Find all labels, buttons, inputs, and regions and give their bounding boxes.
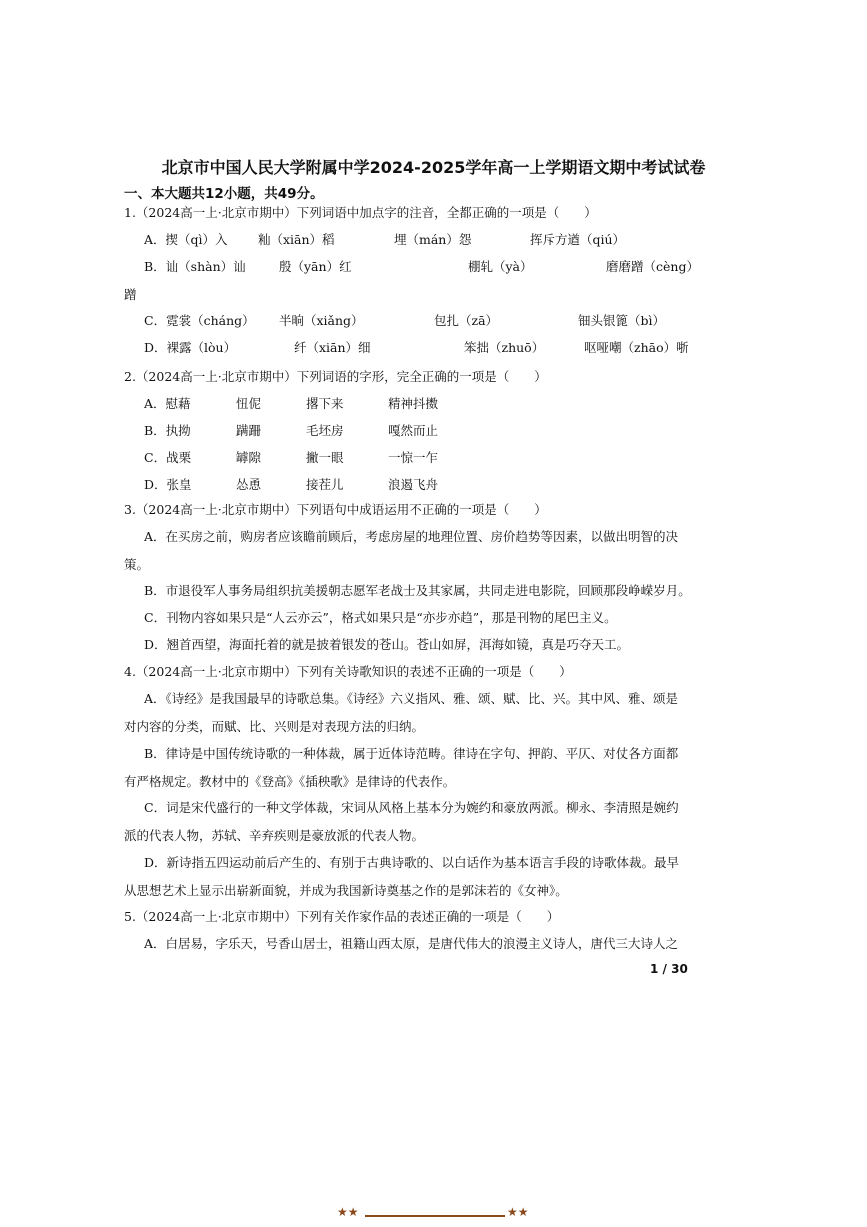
question-3-option-d: D．翘首西望，海面托着的就是披着银发的苍山。苍山如屏，洱海如镜，真是巧夺天工。 <box>144 637 630 652</box>
option-item: 蹒跚 <box>236 423 262 438</box>
question-3-option-c: C．刊物内容如果只是“人云亦云”，格式如果只是“亦步亦趋”，那是刊物的尾巴主义。 <box>144 610 617 625</box>
question-3-option-b: B．市退役军人事务局组织抗美援朝志愿军老战士及其家属，共同走进电影院，回顾那段峥嵘岁月。 <box>144 583 691 598</box>
star-icon: ★★ <box>507 1205 529 1219</box>
question-1-option-b-continued: 蹭 <box>124 287 137 302</box>
option-item: 磨磨蹭（cèng） <box>606 259 699 274</box>
option-item: 罅隙 <box>236 450 262 465</box>
option-item: 半晌（xiǎng） <box>279 313 364 328</box>
question-4-option-b: B．律诗是中国传统诗歌的一种体裁，属于近体诗范畴。律诗在字句、押韵、平仄、对仗各方面都 <box>144 746 679 761</box>
option-item: A．慰藉 <box>144 396 191 411</box>
question-4-option-b-continued: 有严格规定。教材中的《登高》《插秧歌》是律诗的代表作。 <box>124 774 456 789</box>
question-4-stem: 4.（2024高一上·北京市期中）下列有关诗歌知识的表述不正确的一项是（ ） <box>124 664 572 679</box>
section-heading: 一、本大题共12小题，共49分。 <box>124 186 324 202</box>
page-title: 北京市中国人民大学附属中学2024-2025学年高一上学期语文期中考试试卷 <box>161 158 706 177</box>
question-3-stem: 3.（2024高一上·北京市期中）下列语句中成语运用不正确的一项是（ ） <box>124 502 547 517</box>
option-item: 包扎（zā） <box>434 313 499 328</box>
question-1-stem: 1.（2024高一上·北京市期中）下列词语中加点字的注音，全都正确的一项是（ ） <box>124 205 597 220</box>
option-item: 怂恿 <box>236 477 262 492</box>
question-4-option-c-continued: 派的代表人物，苏轼、辛弃疾则是豪放派的代表人物。 <box>124 828 425 843</box>
question-4-option-d-continued: 从思想艺术上显示出崭新面貌，并成为我国新诗奠基之作的是郭沫若的《女神》。 <box>124 883 568 898</box>
question-2-stem: 2.（2024高一上·北京市期中）下列词语的字形，完全正确的一项是（ ） <box>124 369 547 384</box>
option-item: D．张皇 <box>144 477 192 492</box>
option-item: 埋（mán）怨 <box>394 232 472 247</box>
option-item: 精神抖擞 <box>388 396 439 411</box>
option-item: 忸伲 <box>236 396 262 411</box>
question-4-option-d: D．新诗指五四运动前后产生的、有别于古典诗歌的、以白话作为基本语言手段的诗歌体裁。最早 <box>144 855 680 870</box>
page-number: 1 / 30 <box>650 962 688 976</box>
option-item: 撂下来 <box>306 396 344 411</box>
option-item: 接茬儿 <box>306 477 344 492</box>
option-item: 嘎然而止 <box>388 423 439 438</box>
option-item: 浪遏飞舟 <box>388 477 439 492</box>
option-item: 籼（xiān）稻 <box>258 232 335 247</box>
option-item: 笨拙（zhuō） <box>464 340 545 355</box>
star-icon: ★★ <box>337 1205 359 1219</box>
question-5-option-a: A．白居易，字乐天，号香山居士，祖籍山西太原，是唐代伟大的浪漫主义诗人，唐代三大诗人之 <box>144 936 679 951</box>
option-item: C．霓裳（cháng） <box>144 313 255 328</box>
option-item: 挥斥方遒（qiú） <box>530 232 626 247</box>
question-3-option-a: A．在买房之前，购房者应该瞻前顾后，考虑房屋的地理位置、房价趋势等因素，以做出明智的决 <box>144 529 679 544</box>
question-4-option-c: C．词是宋代盛行的一种文学体裁，宋词从风格上基本分为婉约和豪放两派。柳永、李清照是婉约 <box>144 800 679 815</box>
question-5-stem: 5.（2024高一上·北京市期中）下列有关作家作品的表述正确的一项是（ ） <box>124 909 560 924</box>
footer-ornament <box>337 1205 533 1222</box>
option-item: C．战栗 <box>144 450 192 465</box>
option-item: A．揳（qì）入 <box>144 232 228 247</box>
question-4-option-a-continued: 对内容的分类，而赋、比、兴则是对表现方法的归纳。 <box>124 719 425 734</box>
option-item: 撇一眼 <box>306 450 344 465</box>
option-item: 一惊一乍 <box>388 450 439 465</box>
option-item: D．裸露（lòu） <box>144 340 237 355</box>
option-item: 棚轧（yà） <box>468 259 533 274</box>
option-item: 呕哑嘲（zhāo）哳 <box>584 340 689 355</box>
option-item: 纤（xiān）细 <box>294 340 371 355</box>
footer-rule <box>365 1215 505 1217</box>
option-item: B．执拗 <box>144 423 191 438</box>
option-item: 钿头银篦（bì） <box>578 313 665 328</box>
option-item: B．讪（shàn）讪 <box>144 259 246 274</box>
option-item: 殷（yān）红 <box>279 259 352 274</box>
question-3-option-a-continued: 策。 <box>124 557 150 572</box>
question-4-option-a: A．《诗经》是我国最早的诗歌总集。《诗经》六义指风、雅、颂、赋、比、兴。其中风、雅、颂是 <box>144 691 679 706</box>
option-item: 毛坯房 <box>306 423 344 438</box>
